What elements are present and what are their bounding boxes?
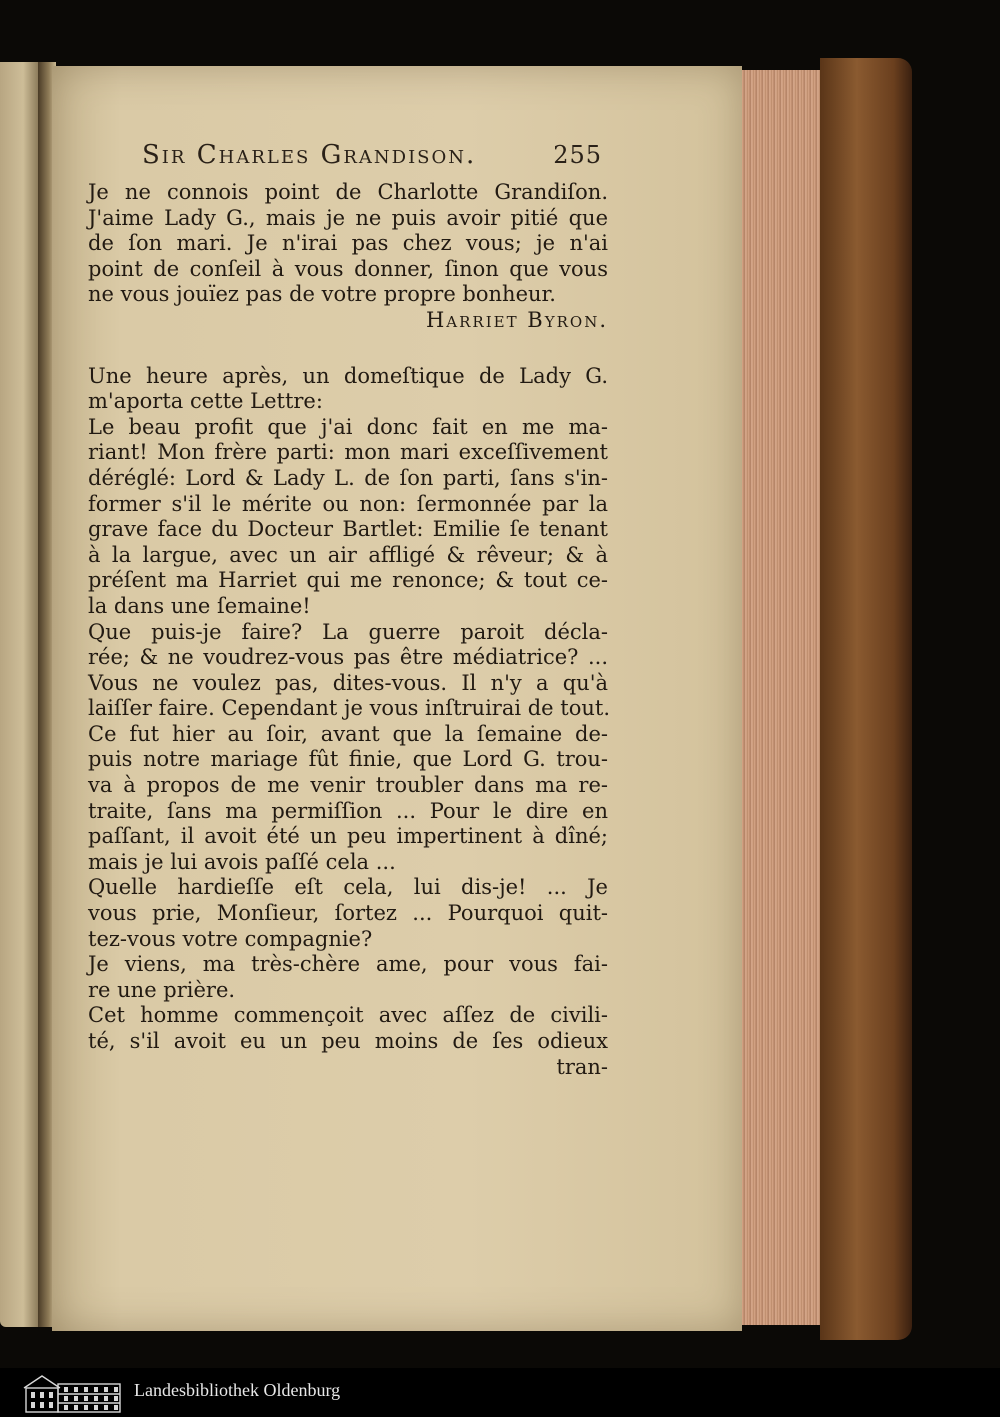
- text-line: la dans une ſemaine!: [88, 593, 311, 618]
- text-line: à la largue, avec un air affligé & rêveur; & à: [88, 542, 608, 567]
- letter-signature: Harriet Byron.: [425, 307, 608, 332]
- text-line: riant! Mon frère parti: mon mari exceſſivement: [88, 440, 608, 465]
- text-line: Cet homme commençoit avec aſſez de civili-: [88, 1003, 608, 1028]
- text-line: traite, ſans ma permiſſion ... Pour le dire en: [88, 798, 608, 823]
- text-line: ne vous jouïez pas de votre propre bonheur.: [88, 282, 556, 307]
- text-line: paſſant, il avoit été un peu impertinent à dîné;: [88, 824, 608, 849]
- text-line: J'aime Lady G., mais je ne puis avoir pitié que: [88, 205, 608, 230]
- page-text: [88, 180, 611, 1080]
- text-line: point de conſeil à vous donner, ſinon que vous: [88, 256, 608, 281]
- text-line: vous prie, Monſieur, ſortez ... Pourquoi quit-: [88, 901, 608, 926]
- text-line: Le beau profit que j'ai donc fait en me ma-: [88, 414, 608, 439]
- text-line: Je viens, ma très-chère ame, pour vous fai-: [88, 952, 608, 977]
- catchword: tran-: [556, 1054, 608, 1079]
- text-line: Quelle hardieſſe eſt cela, lui dis-je! ... Je: [88, 875, 608, 900]
- library-name: Landesbibliothek Oldenburg: [134, 1380, 341, 1400]
- text-line: de ſon mari. Je n'irai pas chez vous; je n'ai: [88, 231, 608, 256]
- text-line: rée; & ne voudrez-vous pas être médiatrice? ...: [88, 645, 608, 670]
- text-line: déréglé: Lord & Lady L. de ſon parti, ſans s'in-: [88, 465, 608, 490]
- text-line: former s'il le mérite ou non: ſermonnée par la: [88, 491, 608, 516]
- book-cover: [820, 58, 912, 1340]
- text-line: Vous ne voulez pas, dites-vous. Il n'y a qu'à: [88, 670, 608, 695]
- running-title: Sir Charles Grandison.: [142, 140, 477, 170]
- text-line: mais je lui avois paſſé cela ...: [88, 849, 396, 874]
- text-line: Que puis-je faire? La guerre paroit décla-: [88, 619, 608, 644]
- text-line: laiſſer faire. Cependant je vous inſtruirai de tout.: [88, 696, 611, 721]
- left-page-edge: [0, 62, 42, 1327]
- text-line: Une heure après, un domeſtique de Lady G.: [88, 363, 608, 388]
- footer-bar: [0, 1368, 1000, 1417]
- library-building-icon: [22, 1372, 122, 1414]
- text-line: puis notre mariage fût finie, que Lord G. trou-: [88, 747, 608, 772]
- text-line: tez-vous votre compagnie?: [88, 926, 373, 951]
- page-number: 255: [553, 141, 602, 169]
- text-line: re une prière.: [88, 977, 236, 1002]
- text-line: préſent ma Harriet qui me renonce; & tout ce-: [88, 568, 608, 593]
- text-line: m'aporta cette Lettre:: [88, 389, 323, 414]
- text-line: Je ne connois point de Charlotte Grandiſon.: [88, 180, 608, 204]
- text-line: grave face du Docteur Bartlet: Emilie ſe tenant: [88, 517, 608, 542]
- text-line: té, s'il avoit eu un peu moins de ſes odieux: [88, 1029, 608, 1053]
- text-line: va à propos de me venir troubler dans ma re-: [88, 773, 608, 798]
- text-line: Ce fut hier au ſoir, avant que la ſemaine de-: [88, 721, 608, 746]
- running-header: [142, 140, 602, 170]
